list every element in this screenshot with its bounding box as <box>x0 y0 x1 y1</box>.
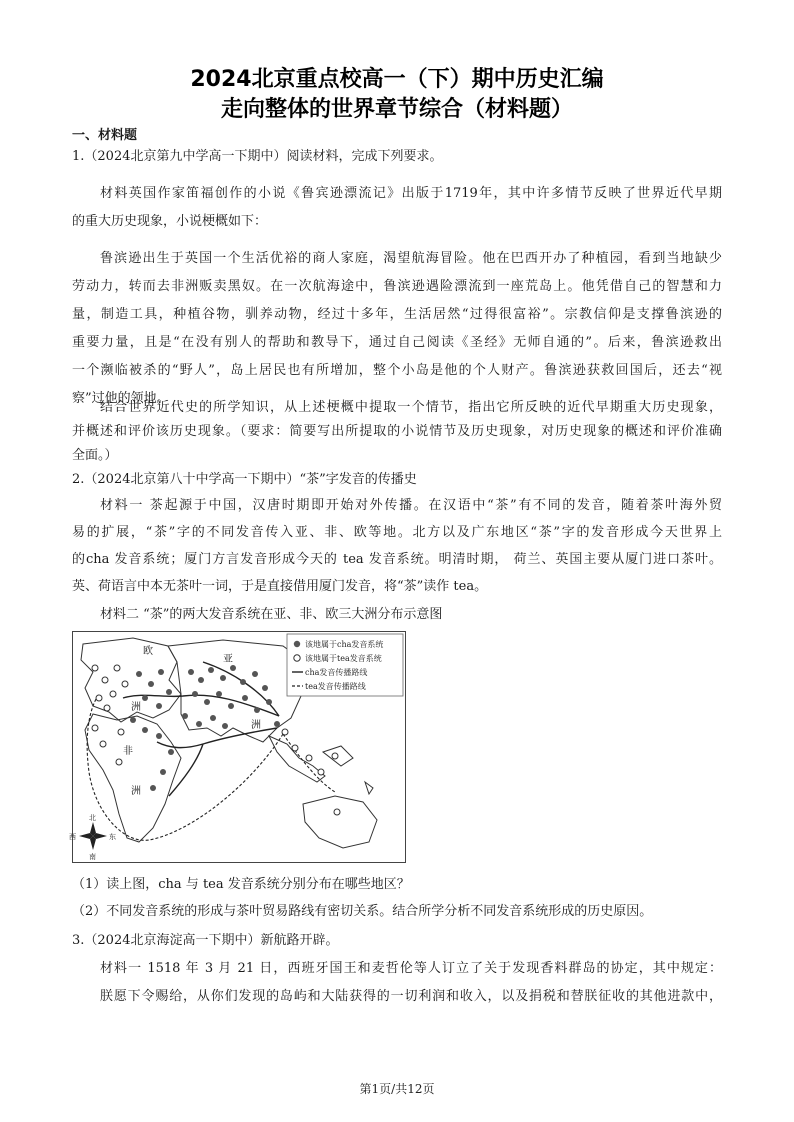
cha-dot <box>156 703 162 709</box>
africa-outline <box>85 714 181 842</box>
q2-subquestion-2: （2）不同发音系统的形成与茶叶贸易路线有密切关系。结合所学分析不同发音系统形成的历史原因。 <box>72 904 653 919</box>
cha-dot <box>196 721 202 727</box>
compass-north: 北 <box>89 814 96 822</box>
cha-dot <box>158 669 164 675</box>
cha-dot <box>252 671 258 677</box>
cha-dot <box>192 691 198 697</box>
cha-dot <box>136 671 142 677</box>
tea-dot <box>318 769 324 775</box>
legend-tea-label: 该地属于tea发音系统 <box>305 654 382 663</box>
label-asia: 亚 <box>223 654 233 665</box>
tea-dot <box>110 691 116 697</box>
tea-dot <box>92 665 98 671</box>
cha-dot <box>220 675 226 681</box>
q1-story-line: 量，制造工具，种植谷物，驯养动物，经过十多年，生活居然“过得很富裕”。宗教信仰是支撑鲁滨逊的 <box>72 307 722 322</box>
q1-task-line: 并概述和评价该历史现象。（要求：简要写出所提取的小说情节及历史现象，对历史现象的概述和评价准确 <box>72 424 722 439</box>
q3-material-line: 朕愿下令赐给，从你们发现的岛屿和大陆获得的一切利润和收入，以及捐税和替朕征收的其他进款中， <box>100 989 722 1004</box>
cha-dot <box>142 695 148 701</box>
map-canvas <box>69 632 405 862</box>
cha-dot <box>142 727 148 733</box>
cha-dot <box>266 699 272 705</box>
q1-task-line: 结合世界近代史的所学知识，从上述梗概中提取一个情节，指出它所反映的近代早期重大历史现象， <box>100 400 722 415</box>
label-europe: 欧 <box>143 646 153 657</box>
section-heading: 一、材料题 <box>72 128 138 143</box>
cha-dot <box>160 769 166 775</box>
cha-dot <box>274 721 280 727</box>
q1-task-line: 全面。） <box>72 448 118 463</box>
tea-pronunciation-map <box>69 631 406 863</box>
tea-dot <box>114 665 120 671</box>
cha-dot <box>204 699 210 705</box>
label-europe-2: 洲 <box>131 702 141 713</box>
tea-dot <box>104 705 110 711</box>
q2-subquestion-1: （1）读上图，cha 与 tea 发音系统分别分布在哪些地区？ <box>72 877 410 892</box>
cha-route-africa <box>169 744 203 796</box>
tea-dot <box>92 725 98 731</box>
cha-dot <box>262 685 268 691</box>
page-subtitle: 走向整体的世界章节综合（材料题） <box>220 97 573 122</box>
q1-story-line: 重要力量，且是“在没有别人的帮助和教导下，通过自己阅读《圣经》无师自通的”。后来，鲁滨逊救出 <box>72 335 722 350</box>
tea-dot <box>334 809 340 815</box>
cha-dot <box>228 703 234 709</box>
label-africa-2: 洲 <box>131 786 141 797</box>
cha-dot <box>242 695 248 701</box>
tea-dot <box>292 745 298 751</box>
tea-dot <box>116 759 122 765</box>
legend-cha-label: 该地属于cha发音系统 <box>305 640 384 649</box>
q2-material-two: 材料二 “茶”的两大发音系统在亚、非、欧三大洲分布示意图 <box>100 607 443 622</box>
legend-cha-route-label: cha发音传播路线 <box>305 668 368 677</box>
cha-dot <box>150 785 156 791</box>
cha-dot <box>198 677 204 683</box>
q2-material-line: 材料一 茶起源于中国，汉唐时期即开始对外传播。在汉语中“茶”有不同的发音，随着茶叶海外贸 <box>100 498 722 513</box>
q2-header: 2.（2024北京第八十中学高一下期中）“茶”字发音的传播史 <box>72 472 417 487</box>
cha-dot <box>208 667 214 673</box>
tea-dot <box>282 729 288 735</box>
cha-dot <box>188 669 194 675</box>
label-africa: 非 <box>123 746 133 757</box>
page-title: 2024北京重点校高一（下）期中历史汇编 <box>190 67 604 92</box>
tea-dot <box>306 755 312 761</box>
cha-dot <box>130 717 136 723</box>
q1-story-line: 劳动力，转而去非洲贩卖黑奴。在一次航海途中，鲁滨逊遇险漂流到一座荒岛上。他凭借自己的智慧和力 <box>72 279 722 294</box>
cha-dot <box>230 665 236 671</box>
q1-material-line: 材料英国作家笛福创作的小说《鲁宾逊漂流记》出版于1719年，其中许多情节反映了世界近代早期 <box>100 186 722 201</box>
q1-story-line: 一个濒临被杀的“野人”，岛上居民也有所增加，整个小岛是他的个人财产。鲁滨逊获救回国后，还去“视 <box>72 363 722 378</box>
q1-material-line: 的重大历史现象，小说梗概如下： <box>72 214 268 229</box>
australia-outline <box>303 796 377 848</box>
tea-dot <box>100 741 106 747</box>
tea-dot <box>332 753 338 759</box>
cha-dot <box>156 733 162 739</box>
legend-cha-dot <box>294 641 300 647</box>
tea-dot <box>122 681 128 687</box>
cha-dot <box>148 681 154 687</box>
cha-dot <box>222 723 228 729</box>
cha-dot <box>166 689 172 695</box>
tea-dot <box>118 729 124 735</box>
cha-dot <box>210 715 216 721</box>
cha-dot <box>168 749 174 755</box>
island-outline <box>323 746 373 794</box>
q3-header: 3.（2024北京海淀高一下期中）新航路开辟。 <box>72 933 339 948</box>
cha-dot <box>254 707 260 713</box>
legend-tea-route-label: tea发音传播路线 <box>305 682 366 691</box>
cha-dot <box>240 679 246 685</box>
label-asia-2: 洲 <box>251 720 261 731</box>
cha-dot <box>182 713 188 719</box>
compass-west: 西 <box>69 833 76 841</box>
q1-story-line: 察”过他的领地。 <box>72 391 170 406</box>
tea-route-pacific <box>283 734 335 792</box>
q2-material-line: 的cha 发音系统；厦门方言发音形成今天的 tea 发音系统。明清时期， 荷兰、英国主要从厦门进口茶叶。 <box>72 552 722 567</box>
q1-header: 1.（2024北京第九中学高一下期中）阅读材料，完成下列要求。 <box>72 149 443 164</box>
page-number: 第1页/共12页 <box>359 1082 435 1096</box>
tea-dot <box>96 695 102 701</box>
compass-south: 南 <box>89 853 96 861</box>
legend-tea-dot <box>294 655 300 661</box>
q2-material-line: 英、荷语言中本无茶叶一词，于是直接借用厦门发音，将“茶”读作 tea。 <box>72 579 488 594</box>
compass-east: 东 <box>109 833 116 841</box>
tea-dot <box>102 677 108 683</box>
q2-material-line: 易的扩展，“茶”字的不同发音传入亚、非、欧等地。北方以及广东地区“茶”字的发音形成今天世界上 <box>72 525 722 540</box>
cha-dot <box>216 691 222 697</box>
q3-material-line: 材料一 1518 年 3 月 21 日，西班牙国王和麦哲伦等人订立了关于发现香料群岛的协定，其中规定： <box>100 961 722 976</box>
q1-story-line: 鲁滨逊出生于英国一个生活优裕的商人家庭，渴望航海冒险。他在巴西开办了种植园，看到当地缺少 <box>100 251 722 266</box>
